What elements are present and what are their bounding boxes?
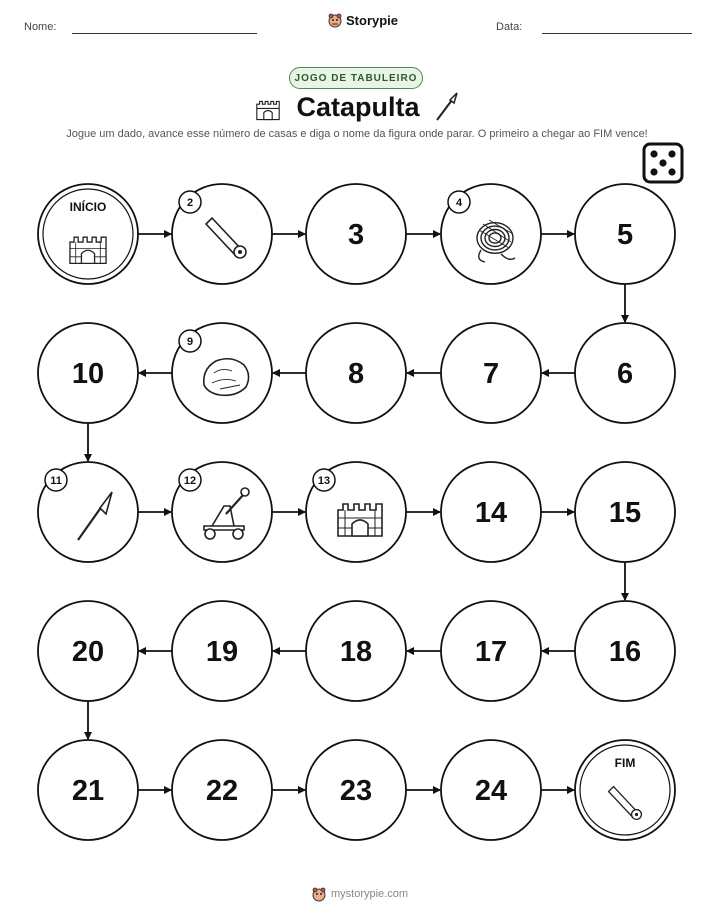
cell-number: 13 [317,475,331,487]
cell-number: 24 [474,775,508,807]
storypie-mascot-icon [311,886,327,902]
cell-number: 2 [186,197,194,209]
cell-circle [38,184,138,284]
board-cell-15[interactable] [575,462,675,562]
board-cell-22[interactable] [172,740,272,840]
board-cell-16[interactable] [575,601,675,701]
cell-number: 19 [205,636,239,668]
cell-number: 10 [71,358,105,390]
board-cell-1[interactable] [38,184,138,284]
cell-number: 16 [608,636,642,668]
stone-icon [204,359,249,396]
board-cell-7[interactable] [441,323,541,423]
cell-number: 15 [608,497,642,529]
cell-number: 6 [616,358,634,390]
cell-number: 3 [347,219,365,251]
cell-number: 21 [71,775,105,807]
board-cell-10[interactable] [38,323,138,423]
cell-circle [575,740,675,840]
cell-number: 14 [474,497,508,529]
board-cell-6[interactable] [575,323,675,423]
game-type-badge: JOGO DE TABULEIRO [289,67,423,89]
cell-number: 5 [616,219,634,251]
board-cell-9[interactable] [172,323,272,423]
cell-number: 9 [186,336,194,348]
cell-number: 7 [482,358,500,390]
cell-number: 23 [339,775,373,807]
cell-number: 12 [183,475,197,487]
board-cell-19[interactable] [172,601,272,701]
board-cell-3[interactable] [306,184,406,284]
board-cell-11[interactable] [38,462,138,562]
board-cell-17[interactable] [441,601,541,701]
cell-number-badge [45,469,67,491]
cell-number-badge [179,469,201,491]
cell-number: 22 [205,775,239,807]
cell-label: INÍCIO [69,200,107,214]
cell-number: 11 [50,475,62,487]
board-cell-2[interactable] [172,184,272,284]
board-cell-5[interactable] [575,184,675,284]
board-cell-13[interactable] [306,462,406,562]
board-cell-4[interactable] [441,184,541,284]
cell-number: 17 [474,636,508,668]
instructions: Jogue um dado, avance esse número de casas e diga o nome da figura onde parar. O primeiro a chegar ao FIM vence! [66,128,648,140]
board-cell-21[interactable] [38,740,138,840]
page-title: Catapulta [296,91,420,122]
board-cell-14[interactable] [441,462,541,562]
board-cell-20[interactable] [38,601,138,701]
cell-number-badge [313,469,335,491]
board-cell-8[interactable] [306,323,406,423]
cell-number: 20 [71,636,105,668]
board-cell-23[interactable] [306,740,406,840]
cell-number: 8 [347,358,365,390]
cell-label: FIM [614,756,636,770]
brand-name: Storypie [346,12,399,28]
cell-number: 4 [455,197,463,209]
board-cell-24[interactable] [441,740,541,840]
footer-url: mystorypie.com [331,888,409,900]
cell-number-badge [179,330,201,352]
cell-number: 18 [339,636,373,668]
board-cell-18[interactable] [306,601,406,701]
board-cell-25[interactable] [575,740,675,840]
name-label: Nome: [24,21,57,33]
board-cell-12[interactable] [172,462,272,562]
cell-number-badge [179,191,201,213]
date-label: Data: [496,21,523,33]
cell-number-badge [448,191,470,213]
footer [311,886,408,902]
